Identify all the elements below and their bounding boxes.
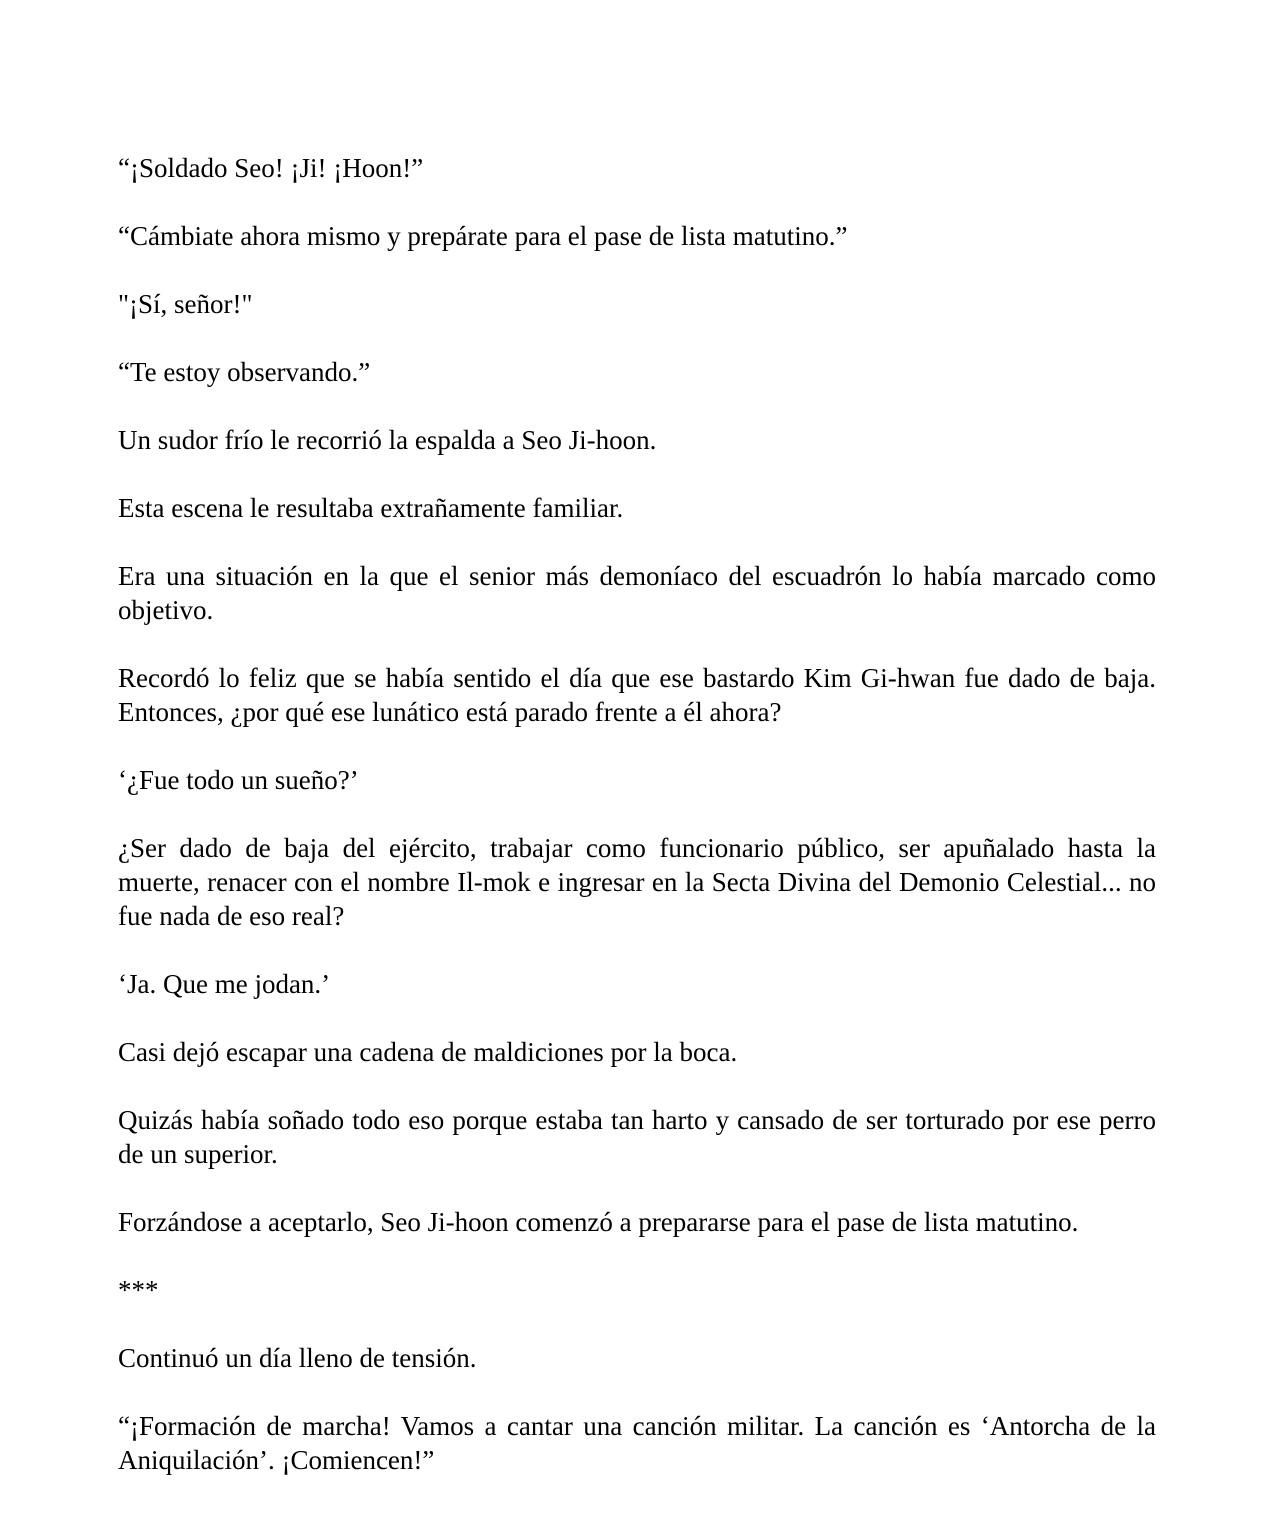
paragraph: Continuó un día lleno de tensión. — [118, 1343, 477, 1373]
paragraph: Esta escena le resultaba extrañamente familiar. — [118, 493, 624, 523]
paragraph: ¿Ser dado de baja del ejército, trabajar como funcionario público, ser apuñalado hasta la muerte, renacer con el nombre Il-mok e ingresar en la Secta Divina del Demonio Celestial... no fue nada de eso real? — [118, 833, 1156, 931]
paragraph: “Cámbiate ahora mismo y prepárate para el pase de lista matutino.” — [118, 221, 848, 251]
paragraph: “¡Soldado Seo! ¡Ji! ¡Hoon!” — [118, 153, 424, 183]
paragraph: Quizás había soñado todo eso porque estaba tan harto y cansado de ser torturado por ese perro de un superior. — [118, 1105, 1156, 1169]
paragraph: "¡Sí, señor!" — [118, 289, 253, 319]
paragraph: Un sudor frío le recorrió la espalda a Seo Ji-hoon. — [118, 425, 657, 455]
paragraph: Casi dejó escapar una cadena de maldiciones por la boca. — [118, 1037, 738, 1067]
scene-break: *** — [118, 1275, 159, 1305]
paragraph: ‘Ja. Que me jodan.’ — [118, 969, 331, 999]
paragraph: ‘¿Fue todo un sueño?’ — [118, 765, 359, 795]
paragraph: Era una situación en la que el senior más demoníaco del escuadrón lo había marcado como objetivo. — [118, 561, 1156, 625]
paragraph: Forzándose a aceptarlo, Seo Ji-hoon comenzó a prepararse para el pase de lista matutino. — [118, 1207, 1079, 1237]
paragraph: Recordó lo feliz que se había sentido el día que ese bastardo Kim Gi-hwan fue dado de baja. Entonces, ¿por qué ese lunático está parado frente a él ahora? — [118, 663, 1156, 727]
paragraph: “¡Formación de marcha! Vamos a cantar una canción militar. La canción es ‘Antorcha de la Aniquilación’. ¡Comiencen!” — [118, 1411, 1156, 1475]
paragraph: “Te estoy observando.” — [118, 357, 371, 387]
document-body — [118, 151, 1156, 1511]
